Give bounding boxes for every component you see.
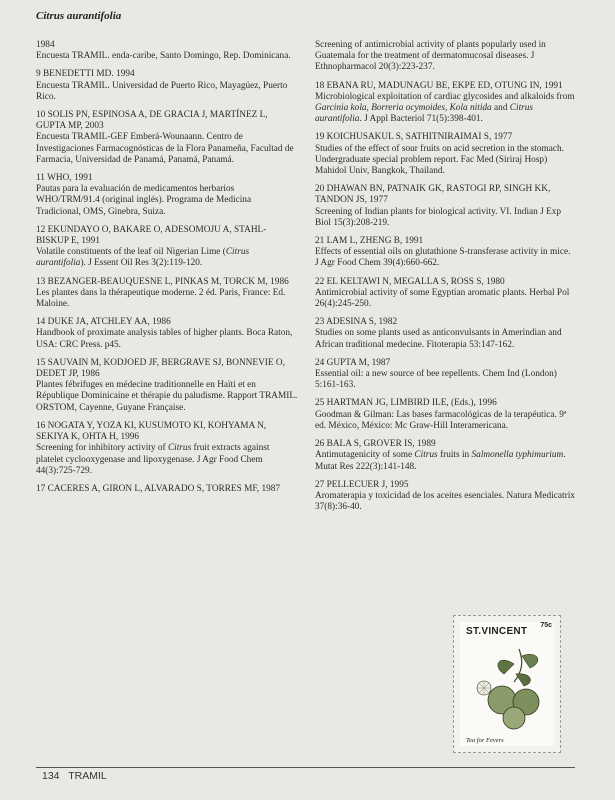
reference-author: 11 WHO, 1991: [36, 173, 93, 184]
reference-entry: [36, 110, 298, 166]
reference-body: Screening for inhibitory activity of Citrus fruit extracts against platelet cyclooxygenase and lipoxygenase. J Agr Food Chem 44(3):725-729.: [36, 443, 270, 476]
publisher-name: TRAMIL: [68, 770, 107, 782]
reference-entry: [36, 484, 298, 495]
stamp-caption: Tea for Fevers: [466, 737, 504, 744]
reference-body: Screening of antimicrobial activity of plants popularly used in Guatemala for the treatment of dermatomucosal diseases. J Ethnopharmacol 20(3):223-237.: [315, 40, 546, 73]
reference-body: Encuesta TRAMIL. Universidad de Puerto Rico, Mayagüez, Puerto Rico.: [36, 80, 288, 102]
reference-body: Goodman & Gilman: Las bases farmacológicas de la terapéutica. 9ª ed. México, México: Mc Graw-Hill Interamericana.: [315, 409, 567, 431]
reference-entry: [315, 40, 575, 74]
reference-author: 15 SAUVAIN M, KODJOED JF, BERGRAVE SJ, BONNEVIE O, DEDET JP, 1986: [36, 357, 285, 380]
reference-author: 10 SOLIS PN, ESPINOSA A, DE GRACIA J, MARTÍNEZ L, GUPTA MP, 2003: [36, 110, 268, 132]
reference-body: Antimutagenicity of some Citrus fruits in Salmonella typhimurium. Mutat Res 222(3):141-148.: [315, 450, 566, 472]
page-footer: [42, 770, 113, 782]
reference-entry: [315, 317, 575, 351]
reference-body: Screening of Indian plants for biological activity. VI. Indian J Exp Biol 15(3):208-219.: [315, 206, 562, 228]
reference-entry: [315, 358, 575, 392]
reference-body: Encuesta TRAMIL. enda-caribe, Santo Domingo, Rep. Dominicana.: [36, 51, 291, 62]
reference-entry: [315, 184, 575, 229]
stamp-country: ST.VINCENT: [466, 626, 528, 637]
left-column: [36, 40, 298, 502]
reference-author: 16 NOGATA Y, YOZA KI, KUSUMOTO KI, KOHYAMA N, SEKIYA K, OHTA H, 1996: [36, 420, 267, 443]
postage-stamp-image: [453, 615, 561, 753]
reference-entry: [36, 40, 298, 62]
reference-body: Handbook of proximate analysis tables of higher plants. Boca Raton, USA: CRC Press. p45.: [36, 328, 293, 350]
reference-author: 19 KOICHUSAKUL S, SATHITNIRAIMAI S, 1977: [315, 132, 513, 143]
reference-body: Antimicrobial activity of some Egyptian aromatic plants. Herbal Pol 26(4):245-250.: [315, 287, 570, 310]
stamp-value: 75c: [540, 622, 552, 629]
reference-author: 1984: [36, 40, 55, 50]
reference-author: 18 EBANA RU, MADUNAGU BE, EKPE ED, OTUNG IN, 1991: [315, 80, 563, 91]
reference-entry: [315, 277, 575, 311]
reference-author: 22 EL KELTAWI N, MEGALLA S, ROSS S, 1980: [315, 276, 505, 287]
reference-author: 17 CACERES A, GIRON L, ALVARADO S, TORRES MF, 1987: [36, 483, 281, 494]
reference-entry: [36, 421, 298, 477]
reference-entry: [315, 480, 575, 514]
reference-body: Encuesta TRAMIL-GEF Emberá-Wounaann. Centro de Investigaciones Farmacognósticas de la Flora Panameña, Facultad de Farmacia, Universidad de Panamá, Panamá, Panamá.: [36, 132, 294, 165]
reference-body: Essential oil: a new source of bee repellents. Chem Ind (London) 5:161-163.: [315, 369, 557, 391]
reference-body: Effects of essential oils on glutathione S-transferase activity in mice. J Agr Food Chem 39(4):660-662.: [315, 247, 571, 269]
stamp-inner: [460, 622, 554, 746]
reference-entry: [36, 277, 298, 311]
footer-divider: [36, 767, 575, 768]
right-column: [315, 40, 575, 520]
page-number: 134: [42, 770, 60, 782]
reference-body: Volatile constituents of the leaf oil Nigerian Lime (Citrus aurantifolia). J Essent Oil Res 3(2):119-120.: [36, 247, 250, 269]
reference-entry: [36, 317, 298, 351]
reference-author: 23 ADESINA S, 1982: [315, 317, 398, 328]
page-header-title: Citrus aurantifolia: [36, 10, 122, 22]
reference-author: 14 DUKE JA, ATCHLEY AA, 1986: [36, 317, 171, 328]
reference-author: 24 GUPTA M, 1987: [315, 357, 391, 368]
reference-author: 21 LAM L, ZHENG B, 1991: [315, 236, 424, 247]
reference-entry: [36, 358, 298, 414]
reference-entry: [315, 132, 575, 177]
reference-entry: [315, 81, 575, 126]
reference-author: 12 EKUNDAYO O, BAKARE O, ADESOMOJU A, STAHL-BISKUP E, 1991: [36, 224, 267, 247]
reference-body: Aromaterapia y toxicidad de los aceites esenciales. Natura Medicatrix 37(8):36-40.: [315, 490, 575, 513]
reference-entry: [315, 398, 575, 432]
lime-illustration: [464, 644, 554, 734]
reference-author: 9 BENEDETTI MD. 1994: [36, 69, 135, 80]
reference-body: Studies on some plants used as anticonvulsants in Amerindian and African traditional medecine. Fitoterapia 53:147-162.: [315, 328, 562, 350]
reference-author: 26 BALA S, GROVER IS, 1989: [315, 439, 436, 450]
reference-body: Microbiological exploitation of cardiac glycosides and alkaloids from Garcinia kola, Borreria ocymoides, Kola nitida and Citrus aurantifolia. J Appl Bacteriol 71(5):398-401.: [315, 91, 575, 125]
reference-body: Plantes fébrifuges en médecine traditionnelle en Haïti et en République Dominicaine et thérapie du paludisme. Rapport TRAMIL. ORSTOM, Cayenne, Guyane Française.: [36, 380, 298, 413]
reference-author: 27 PELLECUER J, 1995: [315, 479, 409, 490]
reference-entry: [36, 173, 298, 218]
reference-author: 20 DHAWAN BN, PATNAIK GK, RASTOGI RP, SINGH KK, TANDON JS, 1977: [315, 184, 551, 206]
reference-body: Les plantes dans la thérapeutique moderne. 2 éd. Paris, France: Ed. Maloine.: [36, 287, 286, 310]
reference-body: Studies of the effect of sour fruits on acid secretion in the stomach. Undergraduate special problem report. Fac Med (Siriraj Hosp) Mahidol Univ, Bangkok, Thailand.: [315, 143, 564, 177]
reference-body: Pautas para la evaluación de medicamentos herbarios WHO/TRM/91.4 (original inglés). Programa de Medicina Tradicional, OMS, Ginebra, Suiza.: [36, 184, 252, 217]
reference-entry: [315, 236, 575, 270]
reference-entry: [36, 69, 298, 103]
reference-entry: [36, 225, 298, 270]
reference-author: 13 BEZANGER-BEAUQUESNE L, PINKAS M, TORCK M, 1986: [36, 276, 289, 287]
reference-entry: [315, 439, 575, 473]
reference-author: 25 HARTMAN JG, LIMBIRD ILE, (Eds.), 1996: [315, 398, 497, 409]
